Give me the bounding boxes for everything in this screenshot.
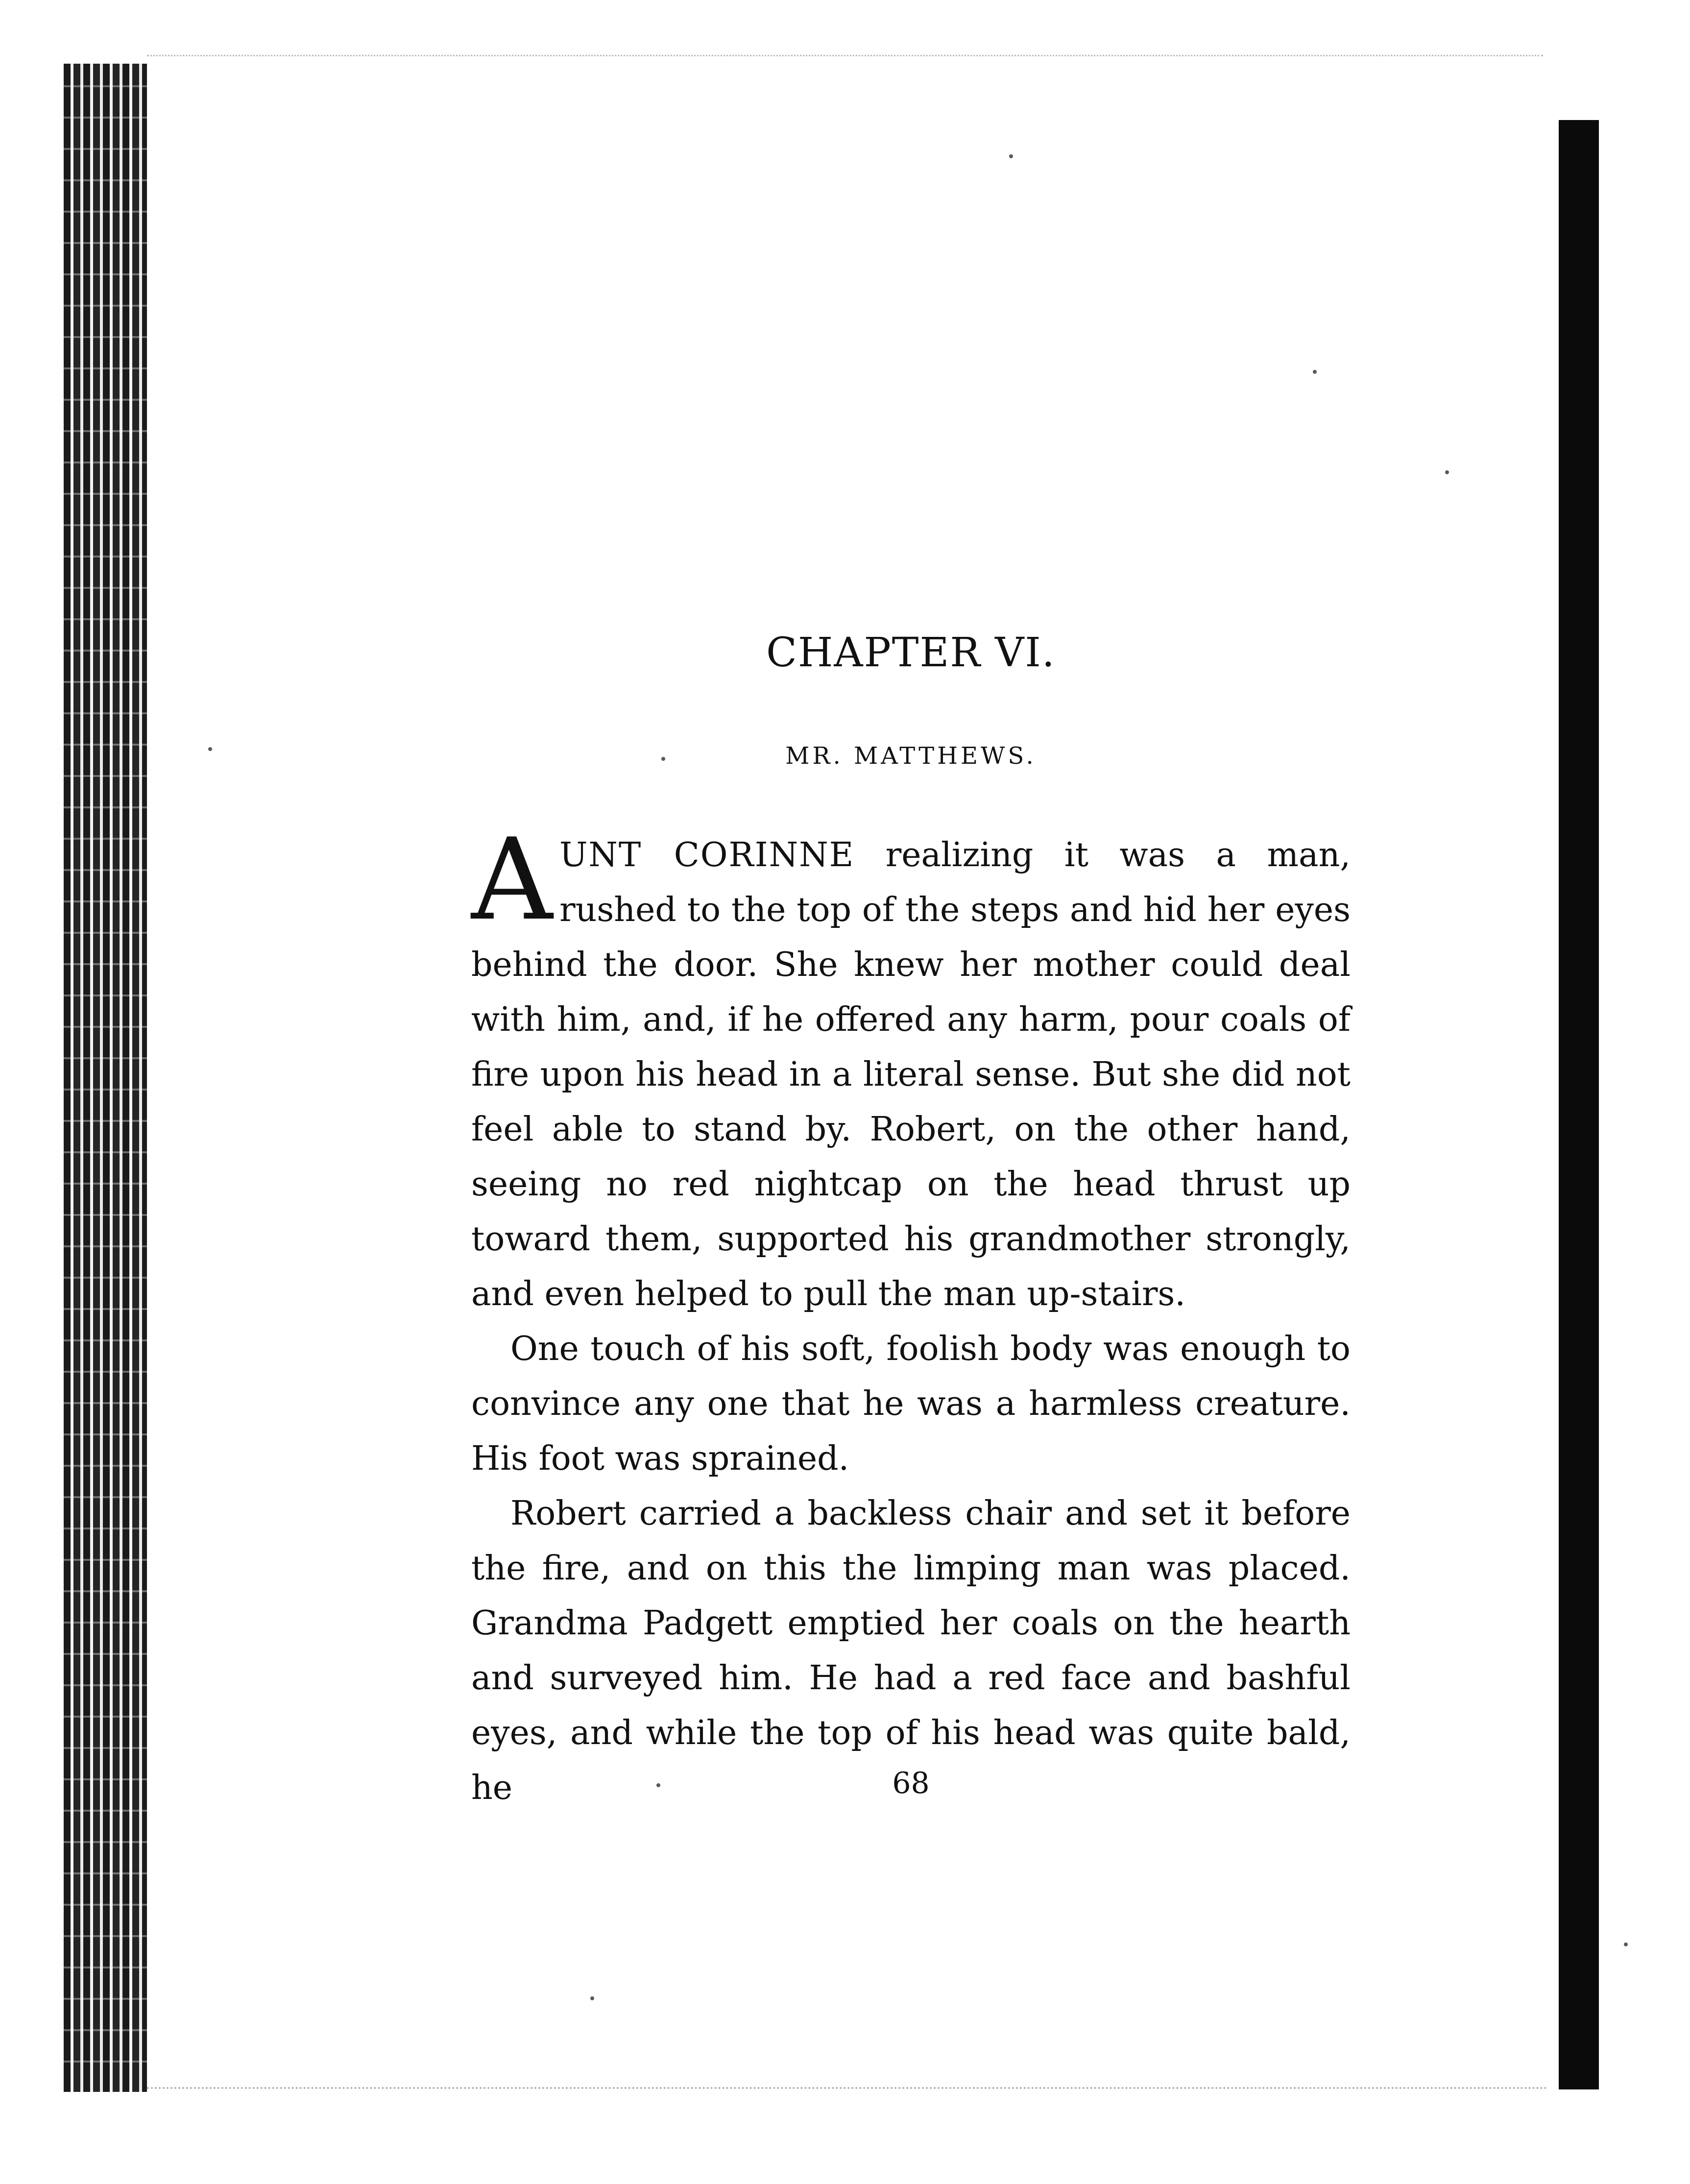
paragraph-2: One touch of his soft, foolish body was enough to convince any one that he was a harmless creature. His foot was sprained. xyxy=(471,1330,1351,1478)
paragraph-3: Robert carried a backless chair and set it before the fire, and on this the limping man was placed. Grandma Padgett emptied her coals on the hearth and surveyed him. He had a red face and bashful eyes, and while the top of his head was quite bald, he xyxy=(471,1494,1351,1807)
scan-speck xyxy=(1313,370,1317,374)
body-text xyxy=(471,815,1351,1816)
paragraph-1 xyxy=(471,815,1351,1322)
scan-speck xyxy=(208,747,212,751)
paragraph-1-text: realizing it was a man, rushed to the top of the steps and hid her eyes behind the door. She knew her mother could deal with him, and, if he offered any harm, pour coals of fire upon his head in a literal sense. But she did not feel able to stand by. Robert, on the other hand, seeing no red nightcap on the head thrust up toward them, supported his grandmother strongly, and even helped to pull the man up-stairs. xyxy=(471,836,1351,1313)
chapter-title: CHAPTER VI. xyxy=(766,630,1056,676)
page-number: 68 xyxy=(892,1766,930,1800)
scan-speck xyxy=(1445,470,1449,474)
bottom-page-edge xyxy=(147,2087,1548,2089)
paragraph-1-lead: UNT CORINNE xyxy=(559,836,855,874)
scan-speck xyxy=(590,1996,594,2000)
drop-cap: A xyxy=(471,815,553,946)
right-page-edge xyxy=(1559,120,1599,2089)
scan-speck xyxy=(1009,154,1013,158)
top-page-edge xyxy=(147,55,1543,56)
scan-speck xyxy=(1624,1942,1628,1946)
chapter-subtitle: MR. MATTHEWS. xyxy=(785,742,1037,770)
left-binding-scan-edge xyxy=(64,64,147,2092)
